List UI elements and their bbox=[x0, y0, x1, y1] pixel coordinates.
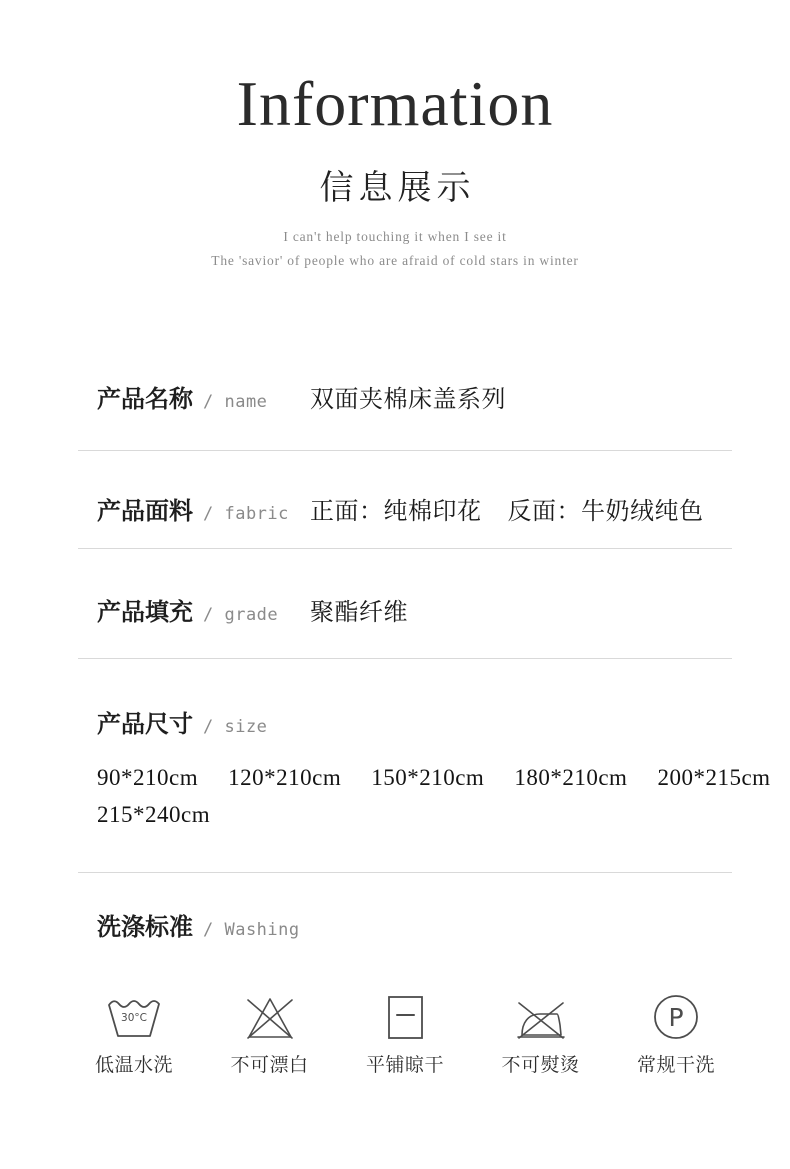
care-label: 不可漂白 bbox=[230, 1055, 309, 1076]
page-title: Information bbox=[236, 68, 554, 139]
divider bbox=[78, 872, 732, 873]
size-item: 180*210cm bbox=[514, 765, 628, 790]
spec-value-filling: 聚酯纤维 bbox=[310, 600, 408, 626]
size-item: 90*210cm bbox=[97, 765, 199, 790]
page-subtitle-cn: 信息展示 bbox=[319, 169, 476, 207]
care-item-wash-30 bbox=[88, 990, 180, 1078]
spec-label-filling: 产品填充 bbox=[97, 600, 193, 626]
spec-row-fabric bbox=[97, 495, 732, 529]
spec-label-fabric-en: / fabric bbox=[203, 504, 289, 524]
spec-row-washing bbox=[97, 911, 732, 945]
spec-value-name: 双面夹棉床盖系列 bbox=[310, 387, 506, 413]
tagline-line2: The 'savior' of people who are afraid of cold stars in winter bbox=[211, 253, 579, 268]
spec-label-size: 产品尺寸 bbox=[97, 712, 193, 738]
dry-flat-icon bbox=[377, 990, 433, 1046]
spec-label-name-en: / name bbox=[203, 392, 268, 412]
size-item: 215*240cm bbox=[97, 802, 211, 827]
spec-row-size bbox=[97, 708, 732, 742]
no-bleach-icon bbox=[242, 990, 298, 1046]
dry-clean-icon bbox=[648, 990, 704, 1046]
spec-label-washing-en: / Washing bbox=[203, 920, 300, 940]
care-label: 平铺晾干 bbox=[365, 1055, 444, 1076]
divider bbox=[78, 450, 732, 451]
care-label: 不可熨烫 bbox=[501, 1055, 580, 1076]
size-list-line2 bbox=[97, 799, 732, 831]
care-item-dry-clean bbox=[630, 990, 722, 1078]
dry-clean-letter: P bbox=[668, 1003, 684, 1032]
care-label: 低温水洗 bbox=[94, 1055, 173, 1076]
spec-row-name bbox=[97, 383, 732, 417]
wash-30c-icon bbox=[106, 990, 162, 1046]
size-list-line1 bbox=[97, 762, 771, 794]
fabric-back: 反面：牛奶绒纯色 bbox=[507, 499, 704, 525]
wash-temp-text: 30°C bbox=[121, 1012, 147, 1024]
tagline-line1: I can't help touching it when I see it bbox=[283, 229, 507, 244]
no-iron-icon bbox=[513, 990, 569, 1046]
size-item: 150*210cm bbox=[371, 765, 485, 790]
divider bbox=[78, 658, 732, 659]
size-item: 120*210cm bbox=[228, 765, 342, 790]
spec-label-fabric: 产品面料 bbox=[97, 499, 193, 525]
care-item-no-bleach bbox=[224, 990, 316, 1078]
care-label: 常规干洗 bbox=[636, 1055, 715, 1076]
size-item: 200*215cm bbox=[657, 765, 771, 790]
care-icons-row bbox=[88, 990, 722, 1078]
fabric-front: 正面：纯棉印花 bbox=[310, 499, 482, 525]
care-item-dry-flat bbox=[359, 990, 451, 1078]
spec-label-washing: 洗涤标准 bbox=[97, 915, 193, 941]
divider bbox=[78, 548, 732, 549]
care-item-no-iron bbox=[495, 990, 587, 1078]
spec-label-name: 产品名称 bbox=[97, 387, 193, 413]
spec-row-filling bbox=[97, 596, 732, 630]
spec-label-filling-en: / grade bbox=[203, 605, 279, 625]
spec-label-size-en: / size bbox=[203, 717, 268, 737]
spec-value-fabric bbox=[310, 495, 704, 529]
